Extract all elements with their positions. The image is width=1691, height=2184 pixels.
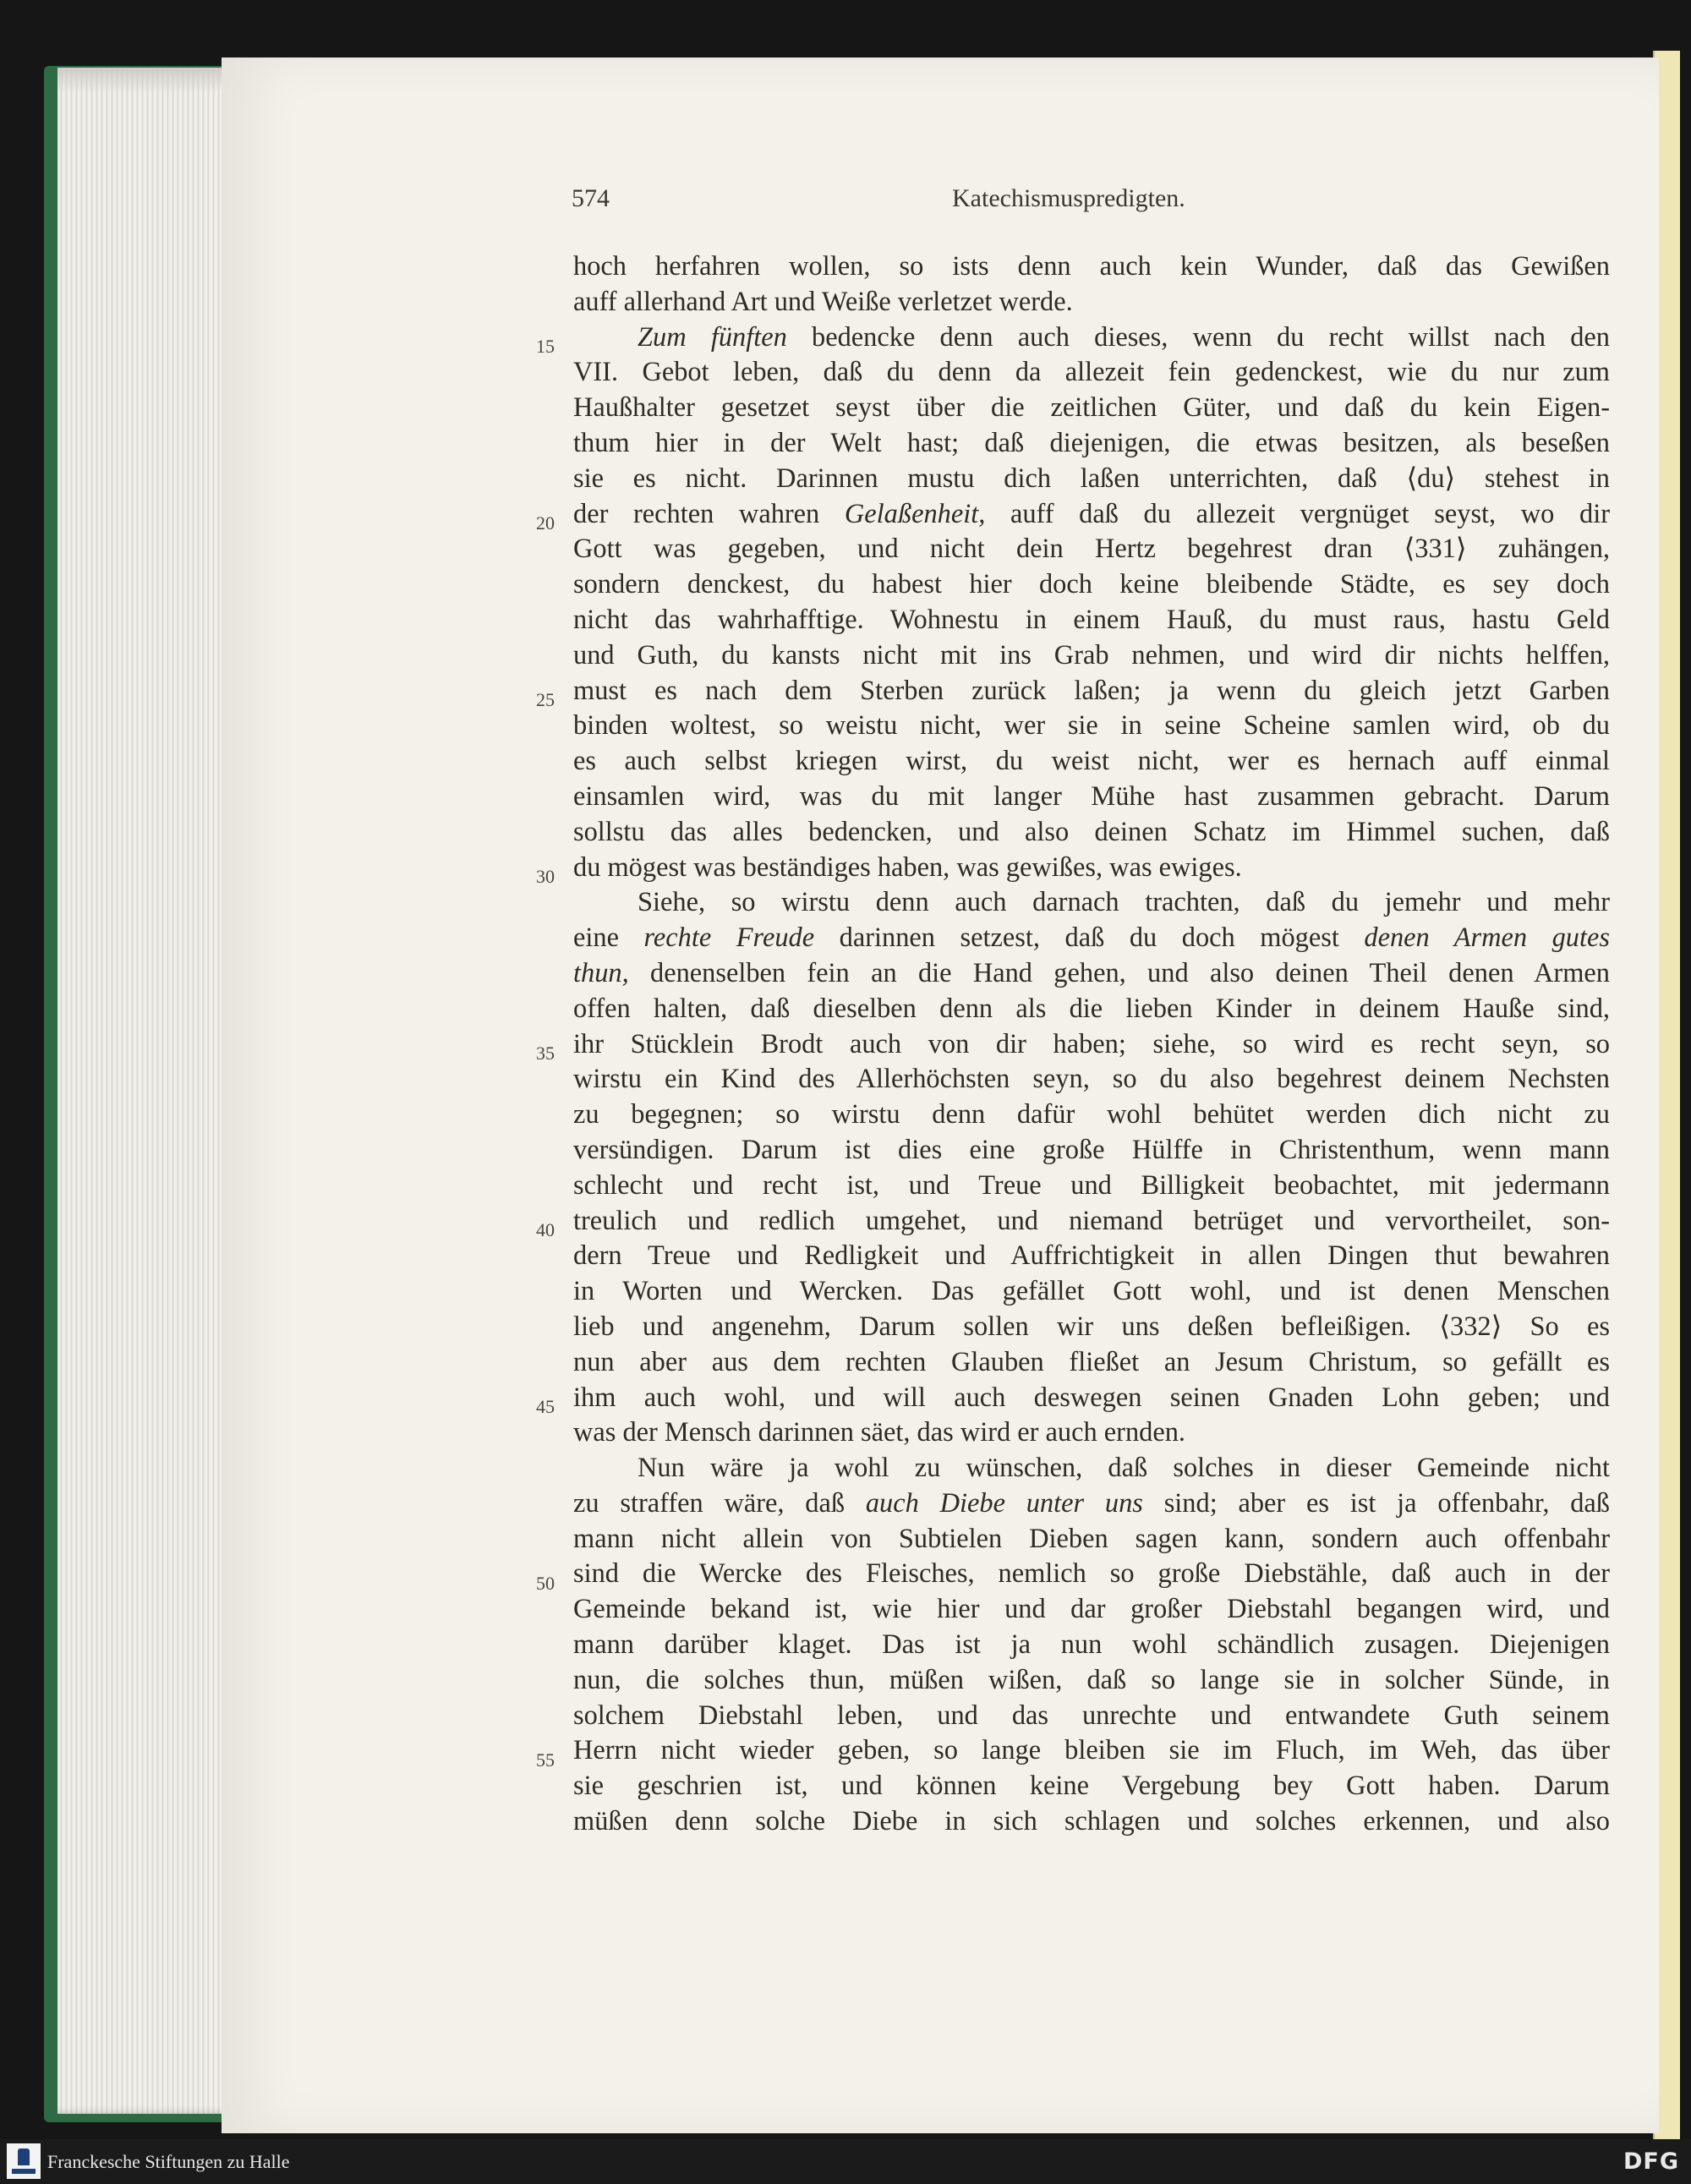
text-line: Herrn nicht wieder geben, so lange bleiben sie im Fluch, im Weh, das über	[573, 1735, 1610, 1766]
text-line: nun, die solches thun, müßen wißen, daß so lange sie in solcher Sünde, in	[573, 1664, 1610, 1695]
text-line: lieb und angenehm, Darum sollen wir uns deßen befleißigen. ⟨332⟩ So es	[573, 1311, 1610, 1342]
text-line: ihr Stücklein Brodt auch von dir haben; siehe, so wird es recht seyn, so	[573, 1028, 1610, 1059]
text-line: sind die Wercke des Fleisches, nemlich so große Diebstähle, daß auch in der	[573, 1558, 1610, 1590]
line-number: 55	[536, 1749, 555, 1771]
text-line: du mögest was beständiges haben, was gewißes, was ewiges.	[573, 851, 1242, 883]
text-line: was der Mensch darinnen säet, das wird er auch ernden.	[573, 1417, 1186, 1448]
institution-logo-icon	[7, 2143, 41, 2179]
text-line: Siehe, so wirstu denn auch darnach trachten, daß du jemehr und mehr	[638, 887, 1610, 918]
line-number: 20	[536, 512, 555, 534]
text-line: nun aber aus dem rechten Glauben fließet an Jesum Christum, so gefällt es	[573, 1346, 1610, 1377]
line-number: 40	[536, 1219, 555, 1240]
text-line: offen halten, daß dieselben denn als die lieben Kinder in deinem Hauße sind,	[573, 993, 1610, 1024]
line-number: 15	[536, 336, 555, 357]
viewer-footer	[0, 2139, 1691, 2184]
emphasis: Gelaßenheit,	[844, 498, 986, 529]
text-line: must es nach dem Sterben zurück laßen; ja wenn du gleich jetzt Garben	[573, 675, 1610, 706]
page-number: 574	[572, 184, 610, 212]
text-line: mann nicht allein von Subtielen Dieben sagen kann, sondern auch offenbahr	[573, 1523, 1610, 1554]
line-number: 35	[536, 1043, 555, 1064]
line-number: 25	[536, 689, 555, 710]
text-line: zu begegnen; so wirstu denn dafür wohl behütet werden dich nicht zu	[573, 1099, 1610, 1130]
text-line: in Worten und Wercken. Das gefället Gott wohl, und ist denen Menschen	[573, 1276, 1610, 1307]
text-line: wirstu ein Kind des Allerhöchsten seyn, so du also begehrest deinem Nechsten	[573, 1064, 1610, 1095]
emphasis: rechte Freude	[643, 922, 815, 954]
text-line: sie es nicht. Darinnen mustu dich laßen unterrichten, daß ⟨du⟩ stehest in	[573, 463, 1610, 494]
emphasis: denen Armen gutes	[1364, 922, 1610, 954]
text-line: thum hier in der Welt hast; daß diejenigen, die etwas besitzen, als beseßen	[573, 427, 1610, 458]
page-header	[572, 184, 1606, 228]
text-line: hoch herfahren wollen, so ists denn auch kein Wunder, daß das Gewißen	[573, 251, 1610, 282]
text-line: schlecht und recht ist, und Treue und Billigkeit beobachtet, mit jedermann	[573, 1169, 1610, 1201]
text-line: sie geschrien ist, und können keine Vergebung bey Gott haben. Darum	[573, 1771, 1610, 1802]
text-line: sollstu das alles bedencken, und also deinen Schatz im Himmel suchen, daß	[573, 816, 1610, 847]
text-line: mann darüber klaget. Das ist ja nun wohl schändlich zusagen. Diejenigen	[573, 1629, 1610, 1661]
running-title: Katechismuspredigten.	[952, 184, 1185, 212]
text-line: thun, denenselben fein an die Hand gehen, und also deinen Theil denen Armen	[573, 957, 1610, 988]
text-line: Gott was gegeben, und nicht dein Hertz begehrest dran ⟨331⟩ zuhängen,	[573, 534, 1610, 565]
text-line: binden woltest, so weistu nicht, wer sie in seine Scheine samlen wird, ob du	[573, 710, 1610, 742]
text-line: Haußhalter gesetzet seyst über die zeitlichen Güter, und daß du kein Eigen-	[573, 392, 1610, 424]
text-line: solchem Diebstahl leben, und das unrechte und entwandete Guth seinem	[573, 1700, 1610, 1731]
text-line: ihm auch wohl, und will auch deswegen seinen Gnaden Lohn geben; und	[573, 1382, 1610, 1413]
text-line: VII. Gebot leben, daß du denn da allezeit fein gedenckest, wie du nur zum	[573, 357, 1610, 388]
text-line: sondern denckest, du habest hier doch keine bleibende Städte, es sey doch	[573, 569, 1610, 600]
emphasis: auch Diebe unter uns	[865, 1487, 1143, 1519]
text-line: und Guth, du kansts nicht mit ins Grab nehmen, und wird dir nichts helffen,	[573, 639, 1610, 671]
funder-logo: DFG	[1623, 2148, 1679, 2175]
text-line: zu straffen wäre, daß auch Diebe unter uns sind; aber es ist ja offenbahr, daß	[573, 1487, 1610, 1519]
line-number: 45	[536, 1396, 555, 1417]
institution-name: Franckesche Stiftungen zu Halle	[47, 2151, 290, 2172]
text-line: es auch selbst kriegen wirst, du weist nicht, wer es hernach auff einmal	[573, 746, 1610, 777]
text-line: müßen denn solche Diebe in sich schlagen und solches erkennen, und also	[573, 1806, 1610, 1837]
line-number: 50	[536, 1573, 555, 1594]
text-line: Gemeinde bekand ist, wie hier und dar großer Diebstahl begangen wird, und	[573, 1594, 1610, 1625]
text-line: treulich und redlich umgehet, und niemand betrüget und vervortheilet, son-	[573, 1205, 1610, 1236]
line-number: 30	[536, 866, 555, 887]
text-line: eine rechte Freude darinnen setzest, daß du doch mögest denen Armen gutes	[573, 922, 1610, 954]
text-line: dern Treue und Redligkeit und Auffrichtigkeit in allen Dingen thut bewahren	[573, 1240, 1610, 1272]
text-line: nicht das wahrhafftige. Wohnestu in einem Hauß, du must raus, hastu Geld	[573, 604, 1610, 635]
body-text	[573, 249, 1610, 1840]
text-line: Nun wäre ja wohl zu wünschen, daß solches in dieser Gemeinde nicht	[638, 1453, 1610, 1484]
text-line: Zum fünften bedencke denn auch dieses, wenn du recht willst nach den	[638, 321, 1610, 353]
text-line: einsamlen wird, was du mit langer Mühe hast zusammen gebracht. Darum	[573, 780, 1610, 812]
emphasis: thun,	[573, 957, 629, 988]
text-line: der rechten wahren Gelaßenheit, auff daß du allezeit vergnüget seyst, wo dir	[573, 498, 1610, 529]
text-line: versündigen. Darum ist dies eine große Hülffe in Christenthum, wenn mann	[573, 1134, 1610, 1165]
emphasis: Zum fünften	[638, 321, 787, 353]
text-line: auff allerhand Art und Weiße verletzet werde.	[573, 286, 1073, 317]
